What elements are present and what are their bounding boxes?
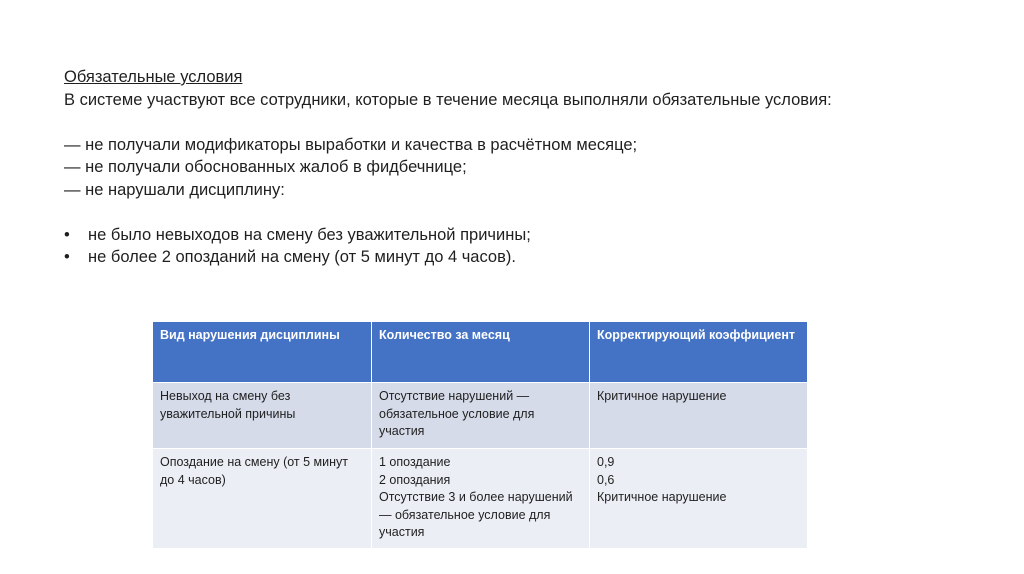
- header-violation-type: Вид нарушения дисциплины: [153, 322, 372, 383]
- dash-item: — не получали обоснованных жалоб в фидбечнице;: [64, 158, 467, 176]
- table-header-row: [153, 322, 808, 383]
- cell-line: 0,9: [597, 455, 615, 469]
- dash-item: — не получали модификаторы выработки и качества в расчётном месяце;: [64, 135, 638, 154]
- conditions-text: [64, 66, 964, 269]
- cell-count: [372, 449, 590, 549]
- bullet-icon: •: [64, 225, 70, 244]
- cell-line: Критичное нарушение: [597, 490, 727, 504]
- dash-item: — не нарушали дисциплину:: [64, 180, 285, 199]
- cell-violation: Невыход на смену без уважительной причины: [153, 383, 372, 449]
- bullet-icon: •: [64, 248, 70, 266]
- header-count-per-month: Количество за месяц: [372, 322, 590, 383]
- cell-line: 1 опоздание: [379, 455, 451, 469]
- cell-line: 0,6: [597, 472, 615, 487]
- bullet-item: [64, 246, 964, 269]
- cell-line: 2 опоздания: [379, 472, 451, 487]
- cell-coefficient: [590, 383, 808, 449]
- conditions-heading: Обязательные условия: [64, 68, 243, 86]
- conditions-intro: В системе участвуют все сотрудники, которые в течение месяца выполняли обязательные условия:: [64, 90, 832, 109]
- header-coefficient: Корректирующий коэффициент: [590, 322, 808, 383]
- spacer: [64, 111, 964, 134]
- cell-line: Отсутствие нарушений — обязательное условие для участия: [379, 389, 535, 438]
- table-row: [153, 449, 808, 549]
- cell-count: [372, 383, 590, 449]
- cell-coefficient: [590, 449, 808, 549]
- bullet-item-text: не более 2 опозданий на смену (от 5 минут до 4 часов).: [88, 248, 516, 266]
- cell-line: Отсутствие 3 и более нарушений — обязательное условие для участия: [379, 490, 573, 539]
- table-row: [153, 383, 808, 449]
- bullet-item-text: не было невыходов на смену без уважительной причины;: [88, 225, 531, 244]
- spacer: [64, 201, 964, 224]
- cell-violation: Опоздание на смену (от 5 минут до 4 часов): [153, 449, 372, 549]
- cell-line: Критичное нарушение: [597, 389, 727, 403]
- bullet-item: [64, 224, 964, 247]
- discipline-table: [152, 321, 808, 549]
